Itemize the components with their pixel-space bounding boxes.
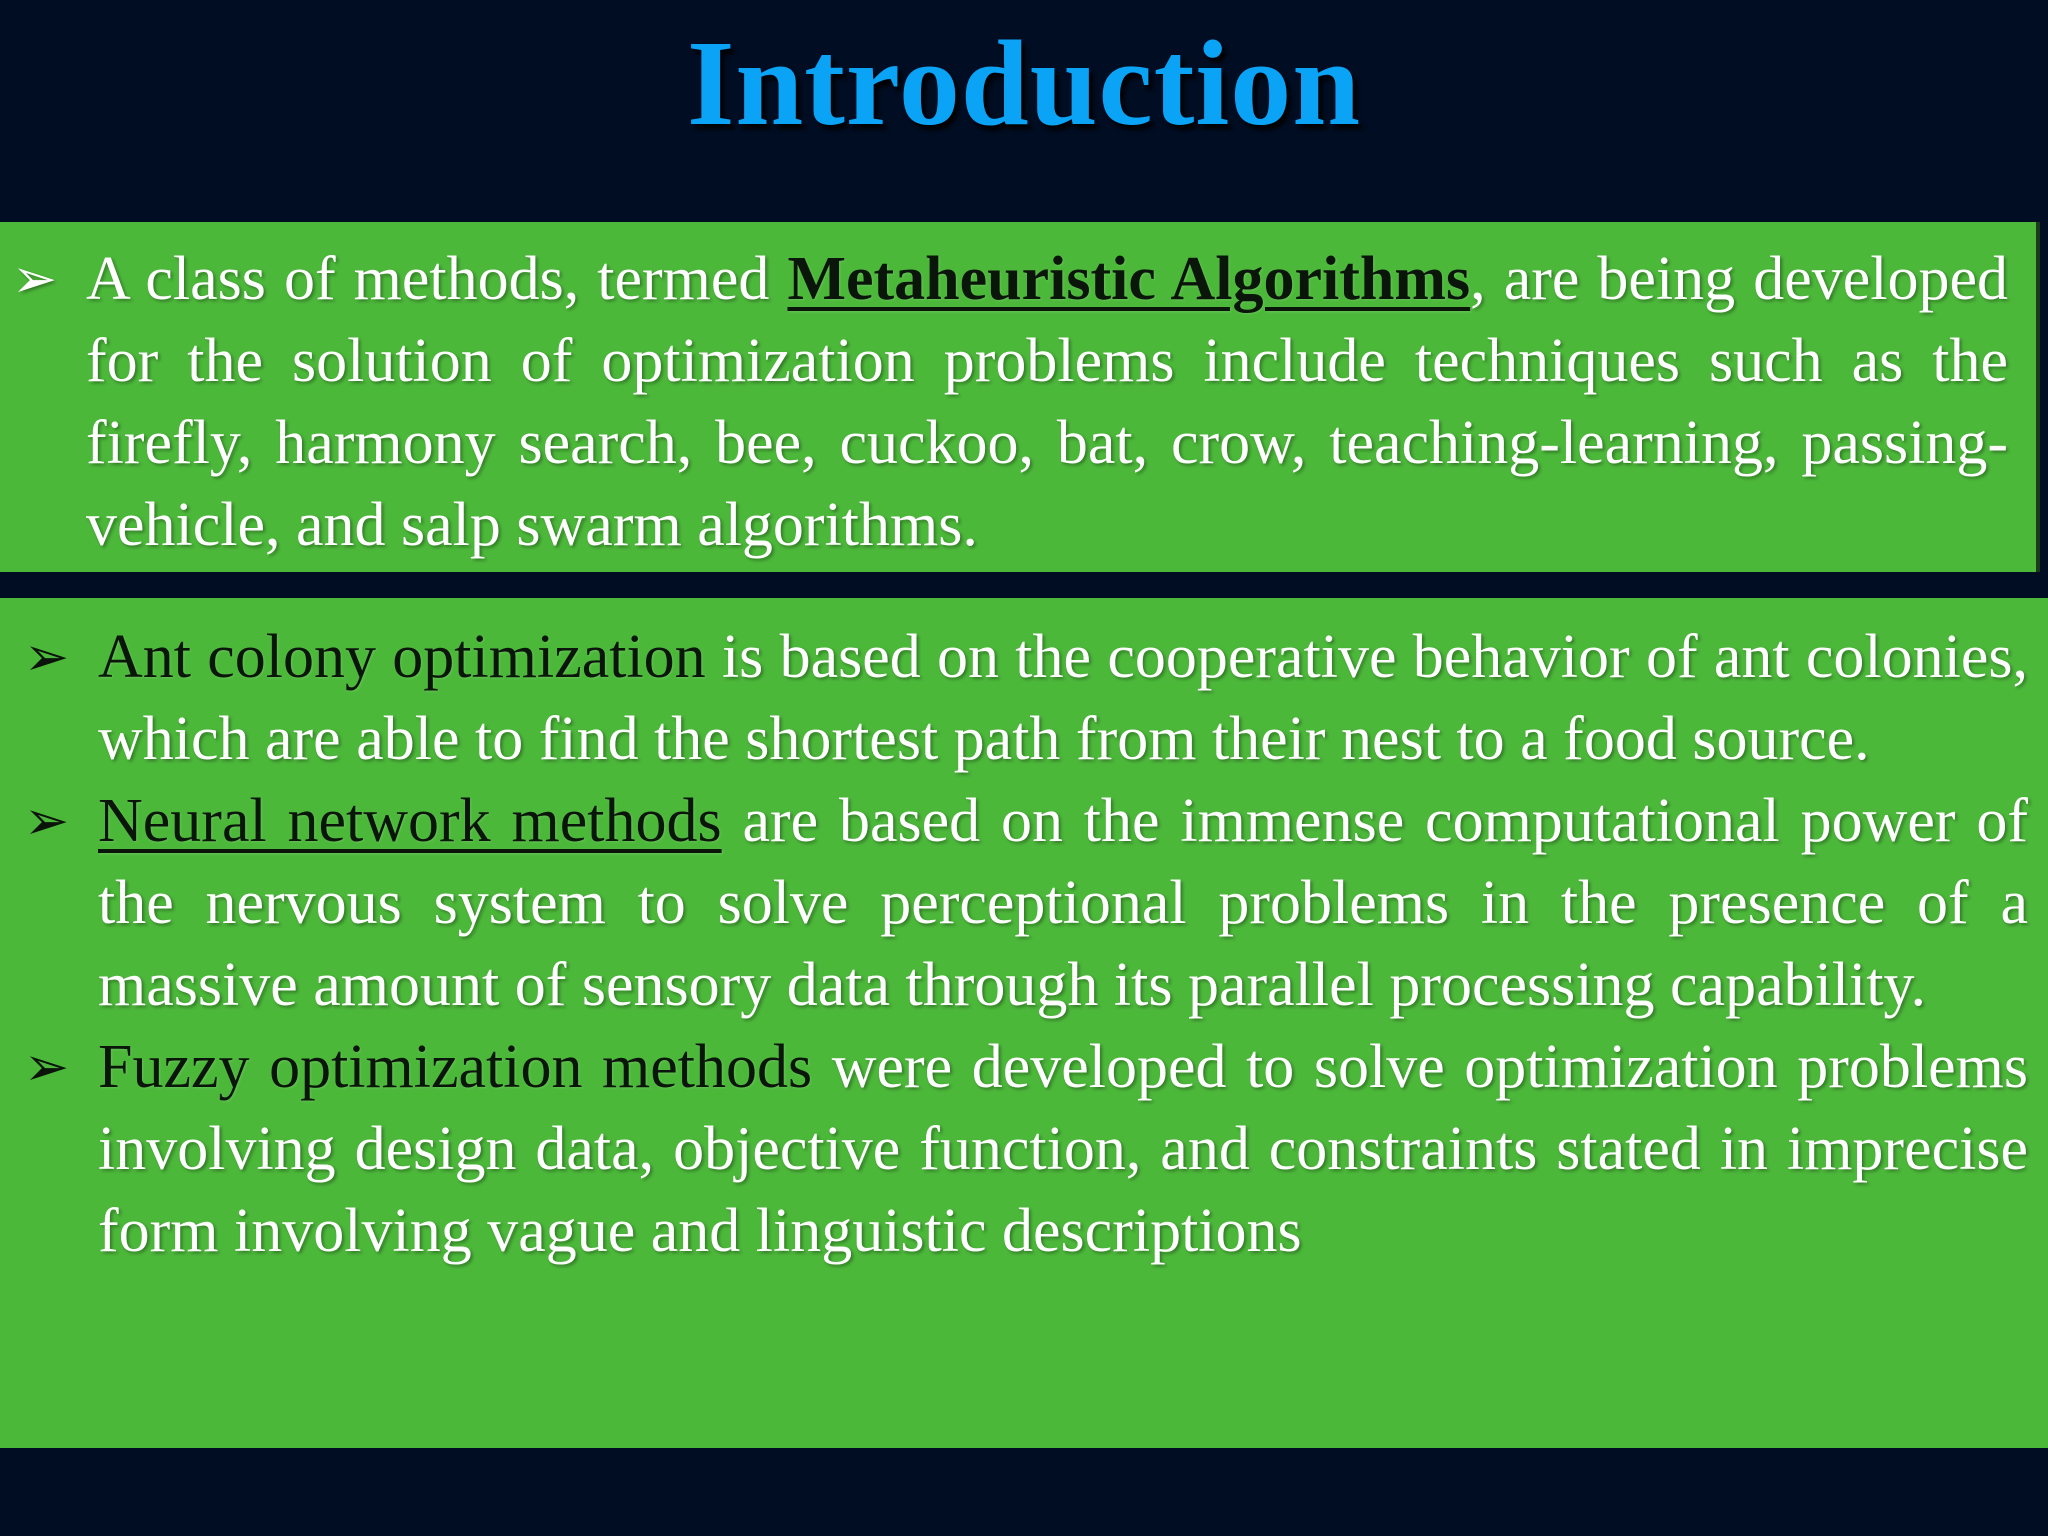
bullet-text: is based on the cooperative behavior of ant colonies, which are able to find the shortest path from their nest to a food source. xyxy=(98,623,2028,773)
bullet-term-ant-colony: Ant colony optimization xyxy=(98,623,706,691)
bullet-text: were developed to solve optimization problems involving design data, objective function, and constraints stated in imprecise form involving vague and linguistic descriptions xyxy=(98,1033,2028,1265)
intro-panel xyxy=(0,222,2040,572)
bullet-text: are based on the immense computational power of the nervous system to solve perceptional problems in the presence of a massive amount of sensory data through its parallel processing capability. xyxy=(98,787,2028,1019)
bullet-item-metaheuristic xyxy=(0,238,2036,566)
arrowhead-bullet-icon: ➢ xyxy=(24,625,70,688)
arrowhead-bullet-icon: ➢ xyxy=(12,247,58,310)
bullet-item-ant-colony xyxy=(0,616,2048,780)
arrowhead-bullet-icon: ➢ xyxy=(24,1035,70,1098)
bullet-term-metaheuristic: Metaheuristic Algorithms xyxy=(787,245,1471,313)
bullet-term-fuzzy: Fuzzy optimization methods xyxy=(98,1033,813,1101)
methods-panel xyxy=(0,598,2048,1448)
bullet-item-fuzzy xyxy=(0,1026,2048,1272)
bullet-item-neural-network xyxy=(0,780,2048,1026)
bullet-prefix: A class of methods, termed xyxy=(86,245,788,313)
bullet-term-neural-network: Neural network methods xyxy=(98,787,722,855)
bullet-text: , are being developed for the solution of optimization problems include techniques such as the firefly, harmony search, bee, cuckoo, bat, crow, teaching-learning, passing-vehicle, and salp swarm algorithms. xyxy=(86,245,2008,559)
slide-title: Introduction xyxy=(686,16,1362,151)
arrowhead-bullet-icon: ➢ xyxy=(24,789,70,852)
